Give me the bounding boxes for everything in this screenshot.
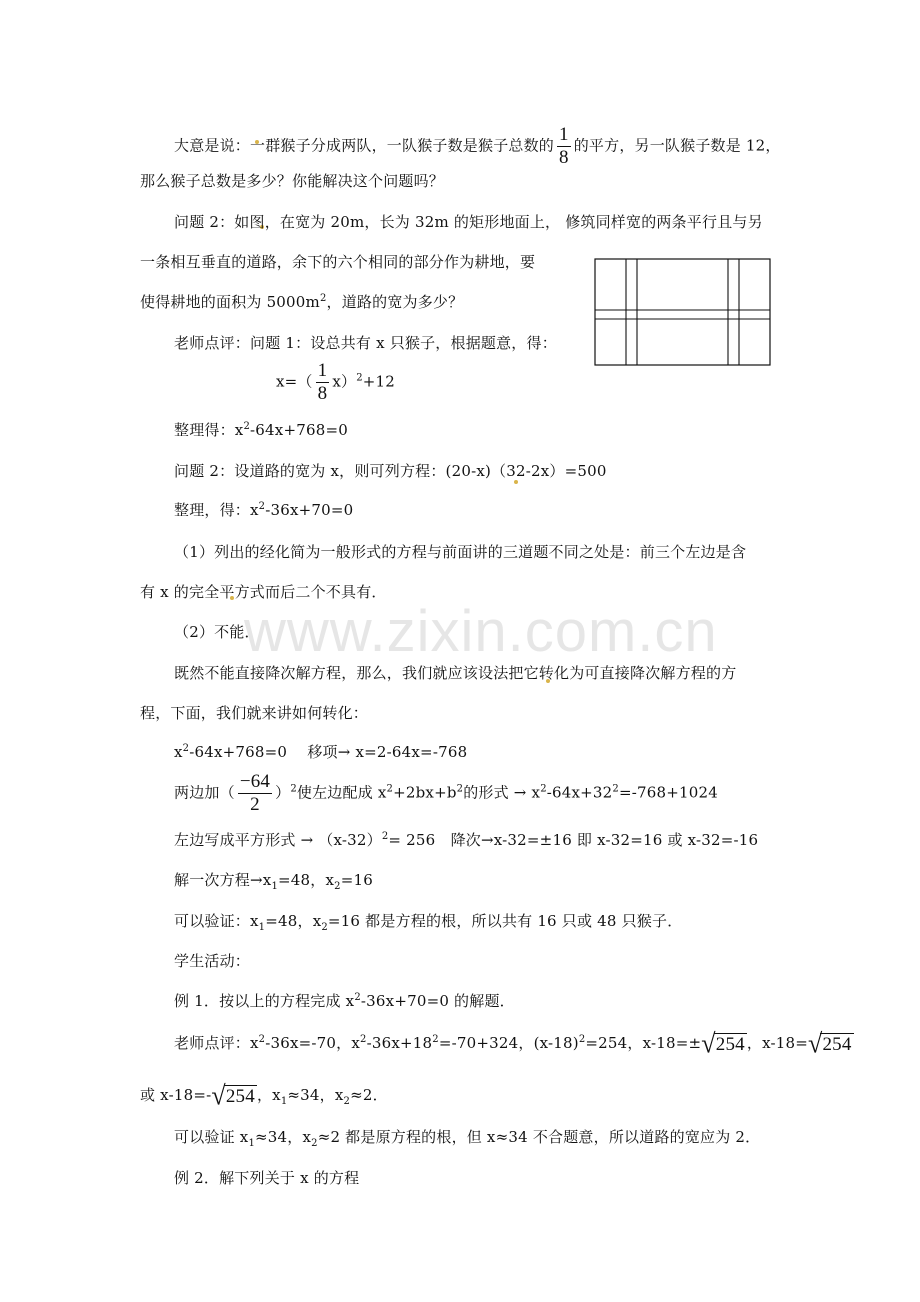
equation-line: 左边写成平方形式 → $(x-32)^2= 256$ 降次→x-32=±16 即 x-32=16 或 x-32=-16 bbox=[174, 831, 759, 849]
paragraph-line: 可以验证：$x_1=48$，$x_2=16$ 都是方程的根，所以共有 16 只或 48 只猴子． bbox=[174, 912, 683, 933]
paragraph-line: 例 1．按以上的方程完成 $x^2-36x+70=0$ 的解题． bbox=[174, 992, 515, 1010]
paragraph-line: 程，下面，我们就来讲如何转化： bbox=[140, 704, 369, 722]
equation-line: 整理，得：$x^2-36x+70=0$ bbox=[174, 501, 354, 519]
sqrt-254: √254 bbox=[808, 1028, 852, 1059]
fraction-neg64-over-2: $\frac{-64}{2}$ bbox=[239, 771, 271, 815]
paragraph-line: 老师点评：问题 1：设总共有 x 只猴子，根据题意，得： bbox=[174, 334, 557, 352]
equation-line: $x^2-64x+768=0$ 移项→ x=2-64x=-768 bbox=[174, 743, 468, 761]
equation-line: 两边加（ $\frac{-64}{2}$ ）$^2$使左边配成 $x^2+2bx+b^2$的形式 → $x^2-64x+32^2=-768+1024$ bbox=[174, 771, 718, 815]
paragraph-line: 既然不能直接降次解方程，那么，我们就应该设法把它转化为可直接降次解方程的方 bbox=[174, 664, 737, 682]
equation-line: 老师点评：$x^2-36x=-70$，$x^2-36x+18^2=-70+324$，$(x-18)^2=254$，x-18=±√254 ，x-18=√254 bbox=[174, 1028, 852, 1059]
sqrt-254: √254 bbox=[701, 1028, 745, 1059]
fraction-one-eighth: $\frac{1}{8}$ bbox=[559, 124, 569, 168]
paragraph-line: 有 x 的完全平方式而后二个不具有． bbox=[140, 583, 387, 601]
paragraph-line bbox=[174, 124, 781, 169]
paragraph-line: 那么猴子总数是多少？你能解决这个问题吗？ bbox=[140, 172, 445, 190]
paragraph-line: 问题 2：如图，在宽为 20m，长为 32m 的矩形地面上， 修筑同样宽的两条平行且与另 bbox=[174, 213, 763, 231]
road-field-diagram bbox=[594, 258, 772, 368]
text: 大意是说：一群猴子分成两队，一队猴子数是猴子总数的 bbox=[174, 136, 555, 155]
paragraph-line: 一条相互垂直的道路，余下的六个相同的部分作为耕地，要 bbox=[140, 253, 536, 271]
paragraph-line: 学生活动： bbox=[174, 952, 251, 970]
paragraph-line: 问题 2：设道路的宽为 x，则可列方程：(20-x)（32-2x）=500 bbox=[174, 462, 607, 480]
fraction-one-eighth: $\frac{1}{8}$ bbox=[317, 360, 328, 404]
text: 的平方，另一队猴子数是 12， bbox=[573, 136, 781, 155]
paragraph-line: 使得耕地的面积为 $5000m^2$，道路的宽为多少？ bbox=[140, 293, 464, 311]
equation-line: 或 x-18=-√254 ，$x_1\approx 34$，$x_2\approx 2$． bbox=[140, 1080, 388, 1111]
equation-line: x=（ $\frac{1}{8}$ x）$^2$+12 bbox=[276, 360, 396, 404]
watermark: www.zixin.com.cn bbox=[244, 599, 718, 664]
equation-line: 整理得：$x^2-64x+768=0$ bbox=[174, 421, 348, 439]
paragraph-line: 例 2．解下列关于 x 的方程 bbox=[174, 1169, 360, 1187]
equation-line: 解一次方程$\to x_1=48$，$x_2=16$ bbox=[174, 871, 373, 892]
sqrt-254: √254 bbox=[211, 1080, 255, 1111]
paragraph-line: （2）不能． bbox=[174, 623, 260, 641]
paragraph-line: （1）列出的经化简为一般形式的方程与前面讲的三道题不同之处是：前三个左边是含 bbox=[174, 543, 747, 561]
paragraph-line: 可以验证 $x_1\approx 34$，$x_2\approx 2$ 都是原方程的根，但 x≈34 不合题意，所以道路的宽应为 2． bbox=[174, 1128, 761, 1149]
